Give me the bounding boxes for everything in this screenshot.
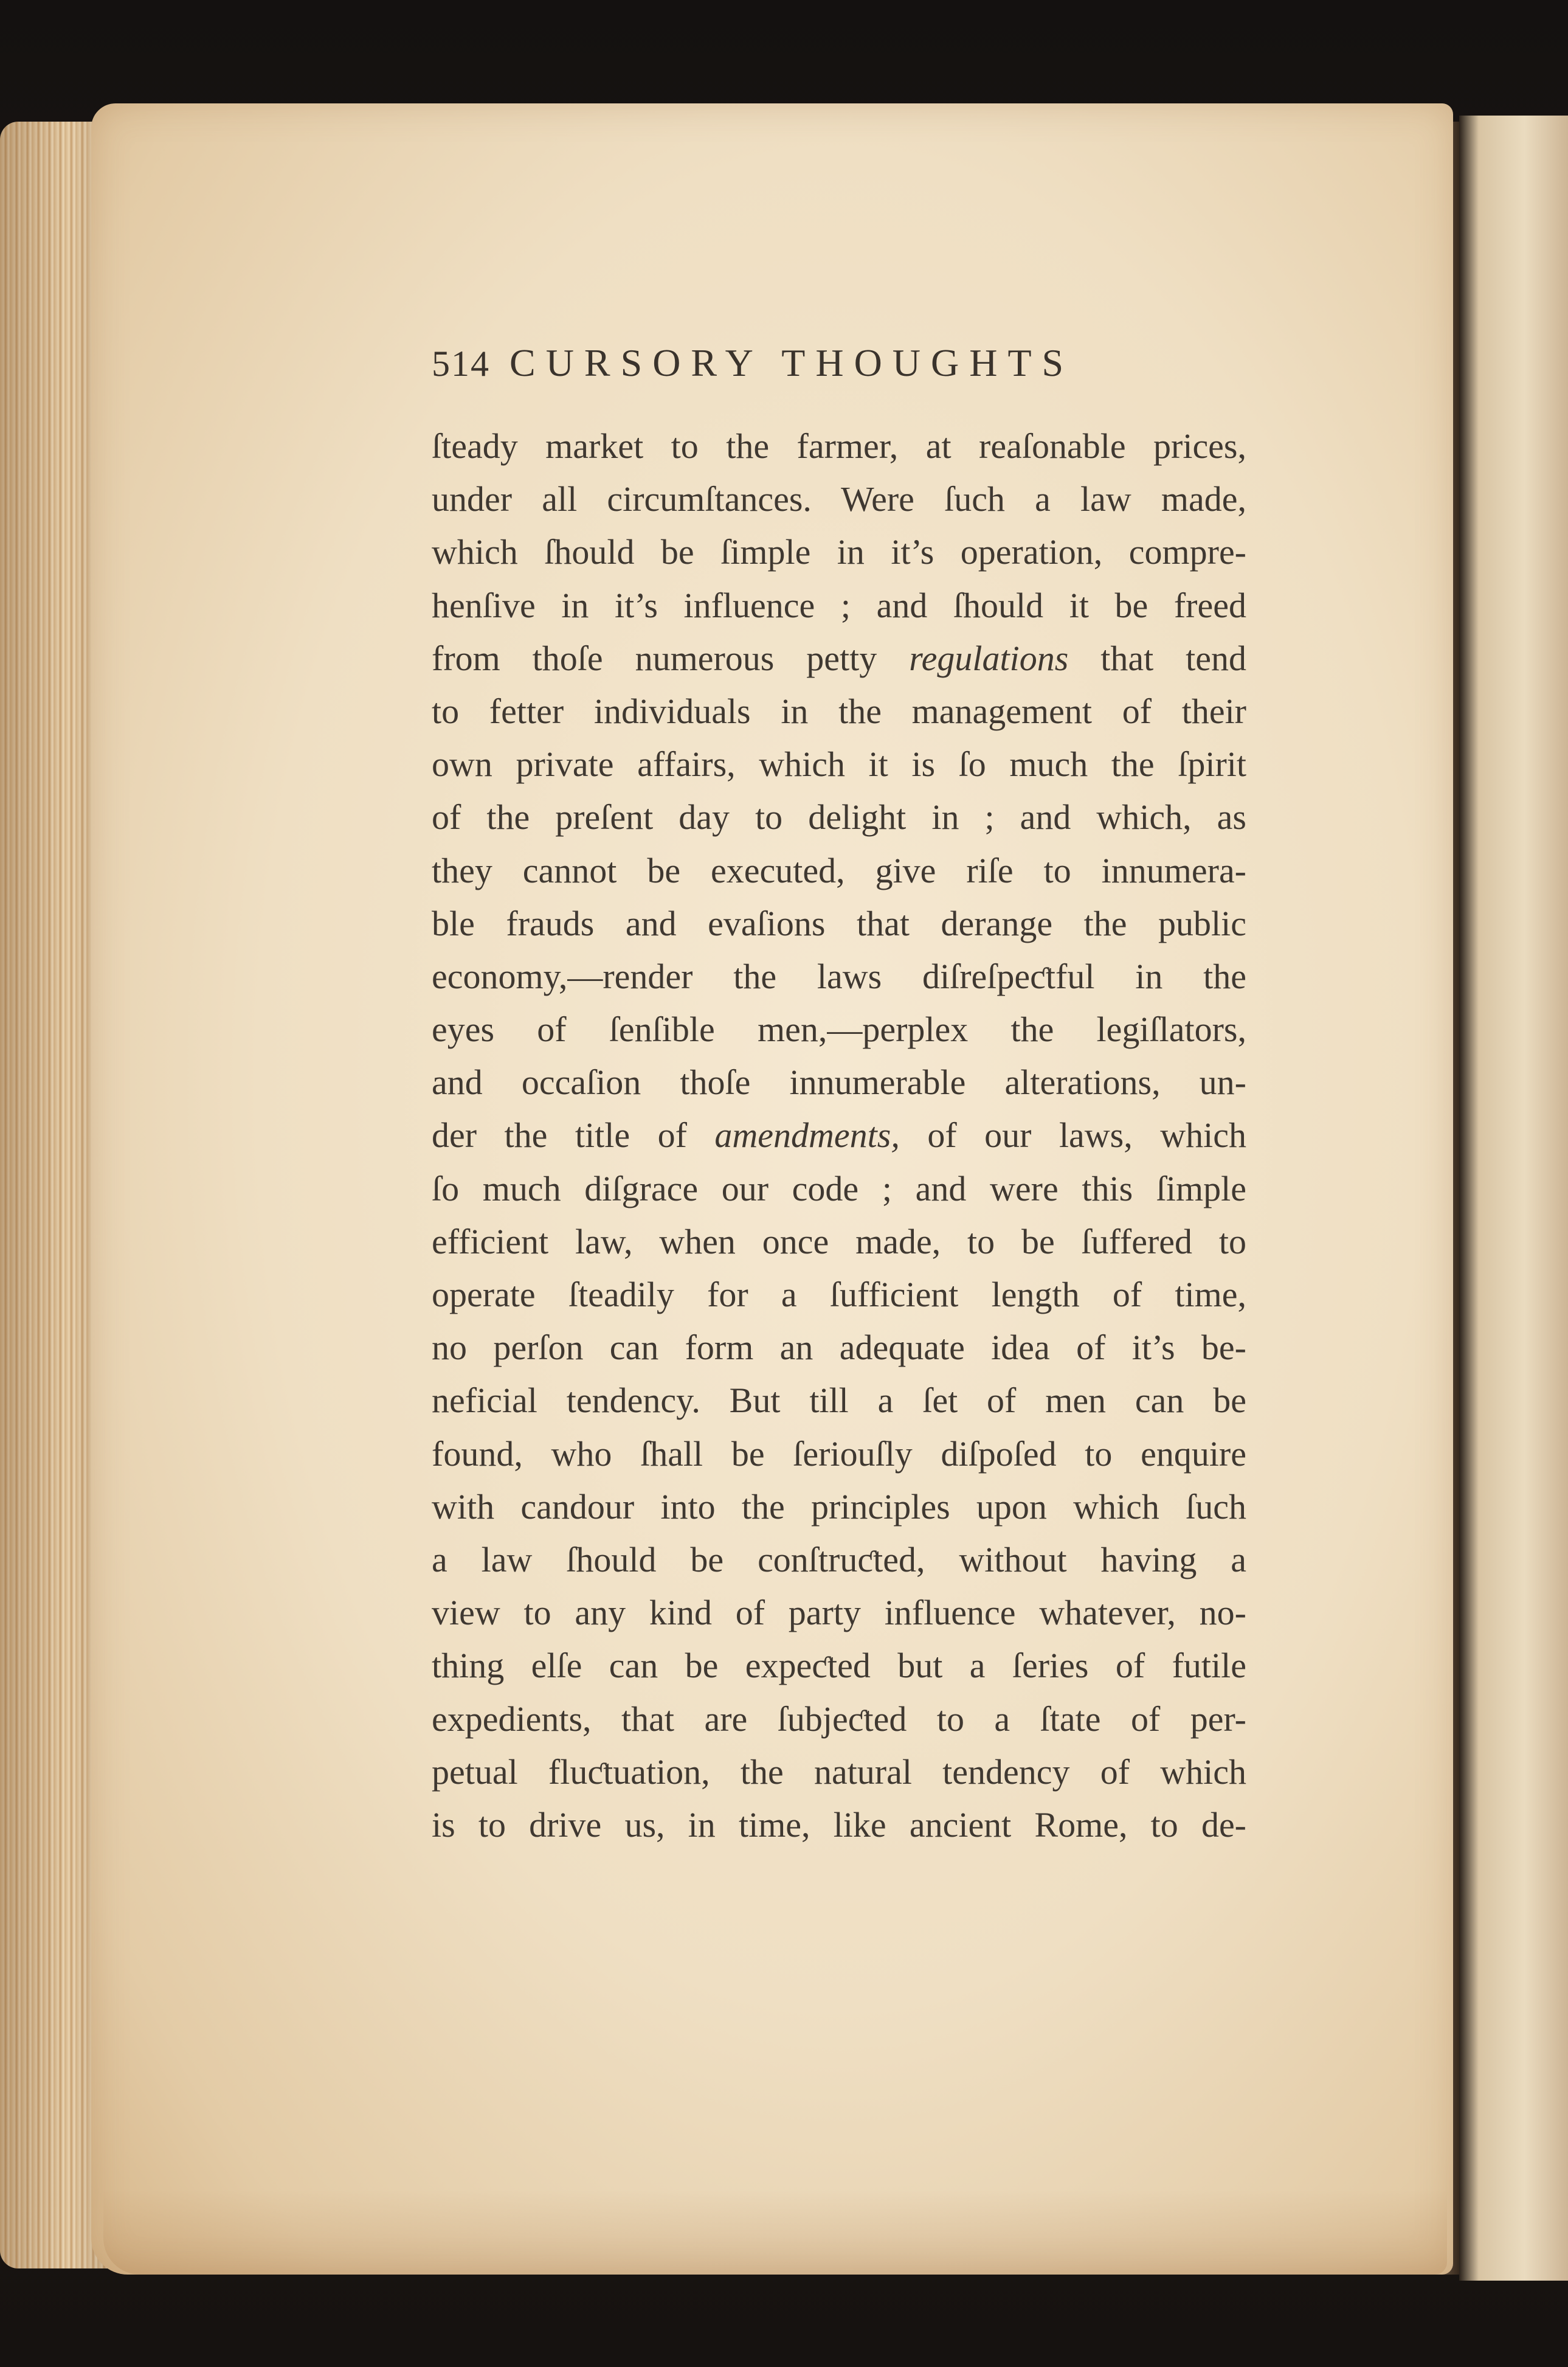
text-line	[432, 950, 1246, 1003]
text-segment: economy,—render the laws diſreſpeƈtful in the	[432, 956, 1246, 996]
text-segment: view to any kind of party influence whatever, no-	[432, 1593, 1246, 1633]
text-line	[432, 1215, 1246, 1268]
text-line	[432, 1798, 1246, 1851]
text-segment: they cannot be executed, give riſe to innumera-	[432, 850, 1246, 890]
facing-page-edge	[1459, 116, 1568, 2281]
italic-phrase: regulations	[909, 638, 1069, 678]
text-segment: and occaſion thoſe innumerable alterations, un-	[432, 1062, 1246, 1103]
running-title: CURSORY THOUGHTS	[509, 341, 1074, 384]
text-line	[432, 1586, 1246, 1639]
text-segment: under all circumſtances. Were ſuch a law made,	[432, 479, 1246, 519]
text-line	[432, 738, 1246, 791]
text-segment: ſo much diſgrace our code ; and were this ſimple	[432, 1168, 1246, 1208]
text-segment: which ſhould be ſimple in it’s operation, compre-	[432, 532, 1246, 572]
text-line	[432, 1056, 1246, 1109]
text-segment: of our laws, which	[899, 1115, 1246, 1156]
text-line	[432, 791, 1246, 844]
running-head	[432, 341, 1344, 401]
text-segment: efficient law, when once made, to be ſuffered to	[432, 1221, 1246, 1261]
text-line	[432, 632, 1246, 685]
text-line	[432, 1533, 1246, 1586]
text-line	[432, 525, 1246, 578]
text-line	[432, 1480, 1246, 1533]
text-segment: no perſon can form an adequate idea of it’s be-	[432, 1328, 1246, 1368]
text-line	[432, 420, 1246, 473]
text-line	[432, 1639, 1246, 1692]
text-segment: thing elſe can be expeƈted but a ſeries of futile	[432, 1646, 1246, 1686]
text-segment: der the title of	[432, 1115, 715, 1156]
text-line	[432, 1109, 1246, 1162]
text-line	[432, 1268, 1246, 1321]
text-line	[432, 844, 1246, 897]
text-segment: expedients, that are ſubjeƈted to a ſtate of per-	[432, 1699, 1246, 1739]
text-line	[432, 1745, 1246, 1798]
text-segment: ſteady market to the farmer, at reaſonable prices,	[432, 426, 1246, 466]
text-line	[432, 1427, 1246, 1480]
text-line	[432, 1374, 1246, 1427]
text-segment: to fetter individuals in the management of their	[432, 691, 1246, 731]
text-segment: of the preſent day to delight in ; and which, as	[432, 797, 1246, 837]
text-segment: found, who ſhall be ſeriouſly diſpoſed to enquire	[432, 1433, 1246, 1474]
text-line	[432, 897, 1246, 950]
text-segment: petual fluƈtuation, the natural tendency of which	[432, 1752, 1246, 1792]
page-number: 514	[432, 344, 490, 384]
text-line	[432, 1693, 1246, 1745]
text-segment: that tend	[1068, 638, 1246, 678]
text-segment: henſive in it’s influence ; and ſhould it be freed	[432, 585, 1246, 625]
text-segment: with candour into the principles upon which ſuch	[432, 1486, 1246, 1527]
text-line	[432, 579, 1246, 632]
text-segment: own private affairs, which it is ſo much the ſpirit	[432, 744, 1246, 785]
text-segment: eyes of ſenſible men,—perplex the legiſlators,	[432, 1010, 1246, 1050]
text-segment: operate ſteadily for a ſufficient length of time,	[432, 1275, 1246, 1314]
text-line	[432, 685, 1246, 738]
text-segment: ble frauds and evaſions that derange the public	[432, 903, 1246, 943]
text-line	[432, 1162, 1246, 1215]
italic-phrase: amendments,	[714, 1115, 900, 1156]
page-bottom-shadow	[103, 2189, 1447, 2275]
text-segment: a law ſhould be conſtruƈted, without having a	[432, 1539, 1246, 1579]
text-line	[432, 473, 1246, 525]
text-segment: from thoſe numerous petty	[432, 638, 910, 678]
body-text	[432, 420, 1246, 1851]
text-segment: neficial tendency. But till a ſet of men can be	[432, 1381, 1246, 1421]
text-line	[432, 1003, 1246, 1056]
text-segment: is to drive us, in time, like ancient Rome, to de-	[432, 1804, 1246, 1845]
text-line	[432, 1321, 1246, 1374]
